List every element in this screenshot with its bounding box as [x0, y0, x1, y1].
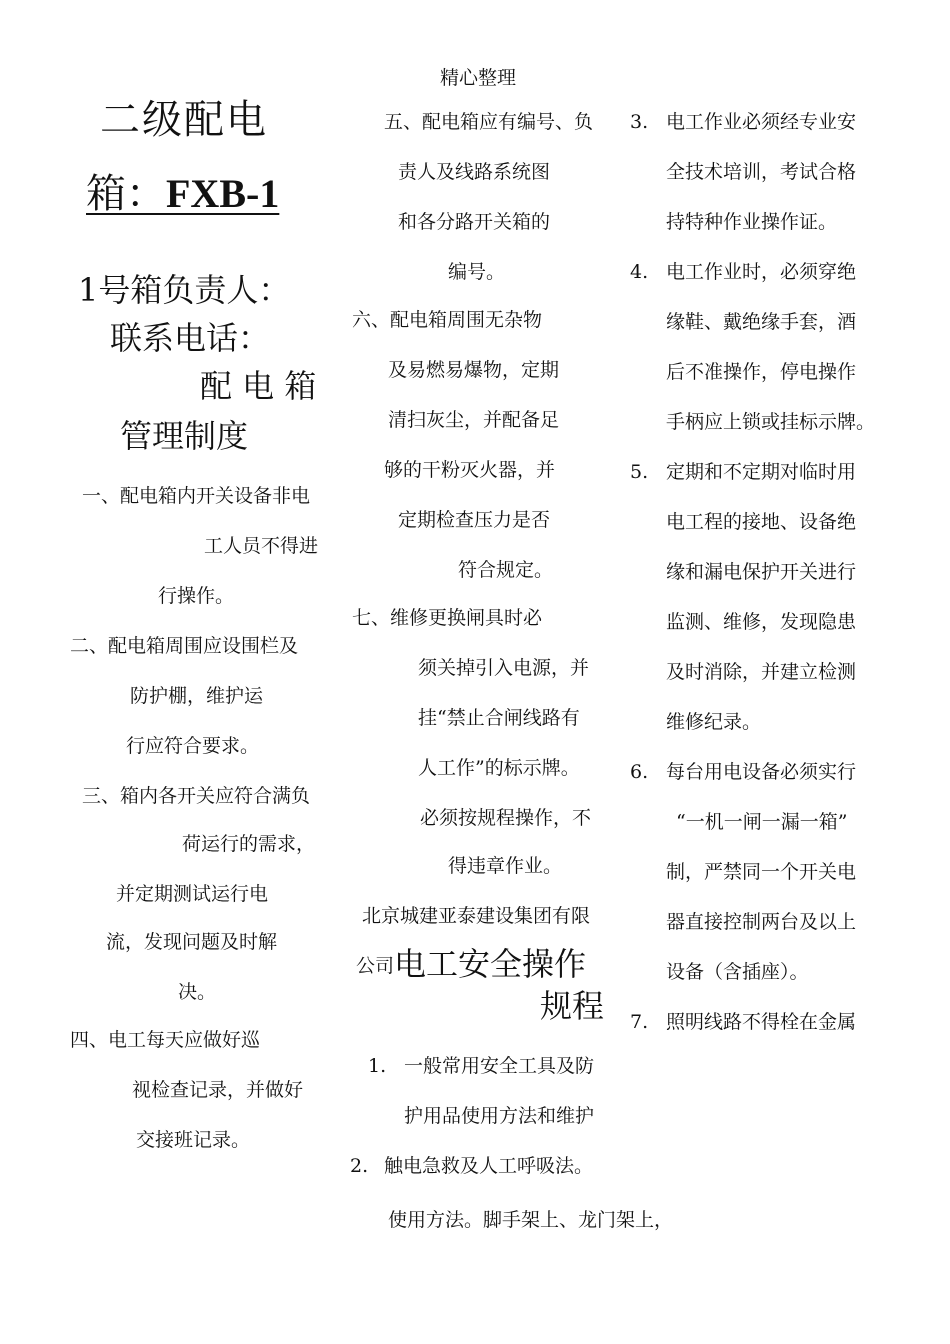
cabinet-code: FXB-1 [166, 171, 280, 216]
item-5-line-3: 缘和漏电保护开关进行 [666, 561, 857, 583]
rule-7-line-3: 挂“禁止合闸线路有 [418, 707, 580, 729]
rule-7-line-2: 须关掉引入电源，并 [418, 657, 590, 679]
company-name-line1: 北京城建亚泰建设集团有限 [362, 905, 591, 927]
cabinet-title-line2 [86, 170, 279, 218]
item-3-line-3: 持特种作业操作证。 [666, 211, 838, 233]
rule-4-line-1: 四、电工每天应做好巡 [70, 1029, 261, 1051]
rule-1-line-3: 行操作。 [158, 585, 235, 607]
item-3-line-1: 电工作业必须经专业安 [666, 111, 857, 133]
item-1-line-1: 一般常用安全工具及防 [404, 1055, 595, 1077]
rule-6-line-5: 定期检查压力是否 [398, 509, 551, 531]
item-5-line-1: 定期和不定期对临时用 [666, 461, 857, 483]
company-name-line2-row [356, 944, 586, 992]
trailing-text-line: 使用方法。脚手架上、龙门架上， [388, 1209, 674, 1231]
procedure-title-line2: 规程 [539, 987, 604, 1025]
item-6-line-5: 设备（含插座）。 [666, 961, 809, 983]
item-4-line-2: 缘鞋、戴绝缘手套，酒 [666, 311, 857, 333]
item-5-line-4: 监测、维修，发现隐患 [666, 611, 857, 633]
item-5-number: 5. [630, 461, 649, 483]
item-3-number: 3. [630, 111, 649, 133]
rule-3-line-5: 决。 [178, 981, 217, 1003]
procedure-title-line1: 电工安全操作 [394, 945, 587, 983]
rule-1-line-1: 一、配电箱内开关设备非电 [82, 485, 311, 507]
rule-6-line-3: 清扫灰尘，并配备足 [388, 409, 560, 431]
cabinet-title-line1: 二级配电 [100, 97, 268, 142]
rule-1-line-2: 工人员不得进 [204, 535, 319, 557]
rule-7-line-1: 七、维修更换闸具时必 [352, 607, 543, 629]
item-4-line-1: 电工作业时，必须穿绝 [666, 261, 857, 283]
item-2-line-1: 触电急救及人工呼吸法。 [384, 1155, 594, 1177]
contact-phone-label: 联系电话： [110, 319, 271, 357]
item-6-line-1: 每台用电设备必须实行 [666, 761, 857, 783]
item-4-line-4: 手柄应上锁或挂标示牌。 [666, 411, 876, 433]
rule-5-line-4: 编号。 [448, 261, 506, 283]
rule-3-line-2: 荷运行的需求， [182, 833, 316, 855]
item-6-line-2: “一机一闸一漏一箱” [676, 811, 848, 833]
item-6-line-3: 制，严禁同一个开关电 [666, 861, 857, 883]
item-4-number: 4. [630, 261, 649, 283]
company-name-line2: 公司 [356, 955, 395, 977]
item-7-number: 7. [630, 1011, 649, 1033]
item-2-number: 2. [350, 1155, 369, 1177]
rule-2-line-3: 行应符合要求。 [126, 735, 260, 757]
rule-5-line-2: 责人及线路系统图 [398, 161, 551, 183]
item-1-line-2: 护用品使用方法和维护 [404, 1105, 595, 1127]
page-header-note: 精心整理 [440, 67, 517, 89]
rule-5-line-3: 和各分路开关箱的 [398, 211, 551, 233]
item-6-number: 6. [630, 761, 649, 783]
item-1-number: 1. [368, 1055, 387, 1077]
rule-2-line-2: 防护棚，维护运 [130, 685, 264, 707]
rule-3-line-1: 三、箱内各开关应符合满负 [82, 785, 311, 807]
item-4-line-3: 后不准操作，停电操作 [666, 361, 857, 383]
section-title-line1: 配 电 箱 [200, 367, 317, 405]
item-6-line-4: 器直接控制两台及以上 [666, 911, 857, 933]
rule-2-line-1: 二、配电箱周围应设围栏及 [70, 635, 299, 657]
rule-4-line-3: 交接班记录。 [136, 1129, 251, 1151]
rule-3-line-4: 流，发现问题及时解 [106, 931, 278, 953]
item-3-line-2: 全技术培训，考试合格 [666, 161, 857, 183]
rule-7-line-5: 必须按规程操作，不 [420, 807, 592, 829]
rule-7-line-6: 得违章作业。 [448, 855, 563, 877]
rule-6-line-2: 及易燃易爆物，定期 [388, 359, 560, 381]
box-manager-label: 1号箱负责人： [78, 271, 291, 309]
rule-7-line-4: 人工作”的标示牌。 [418, 757, 580, 779]
item-5-line-6: 维修纪录。 [666, 711, 762, 733]
cabinet-title-prefix: 箱： [86, 171, 166, 216]
rule-6-line-6: 符合规定。 [458, 559, 554, 581]
rule-3-line-3: 并定期测试运行电 [116, 883, 269, 905]
item-7-line-1: 照明线路不得栓在金属 [666, 1011, 857, 1033]
rule-6-line-1: 六、配电箱周围无杂物 [352, 309, 543, 331]
rule-6-line-4: 够的干粉灭火器，并 [384, 459, 556, 481]
section-title-line2: 管理制度 [120, 417, 249, 455]
rule-5-line-1: 五、配电箱应有编号、负 [384, 111, 594, 133]
item-5-line-2: 电工程的接地、设备绝 [666, 511, 857, 533]
item-5-line-5: 及时消除，并建立检测 [666, 661, 857, 683]
rule-4-line-2: 视检查记录，并做好 [132, 1079, 304, 1101]
